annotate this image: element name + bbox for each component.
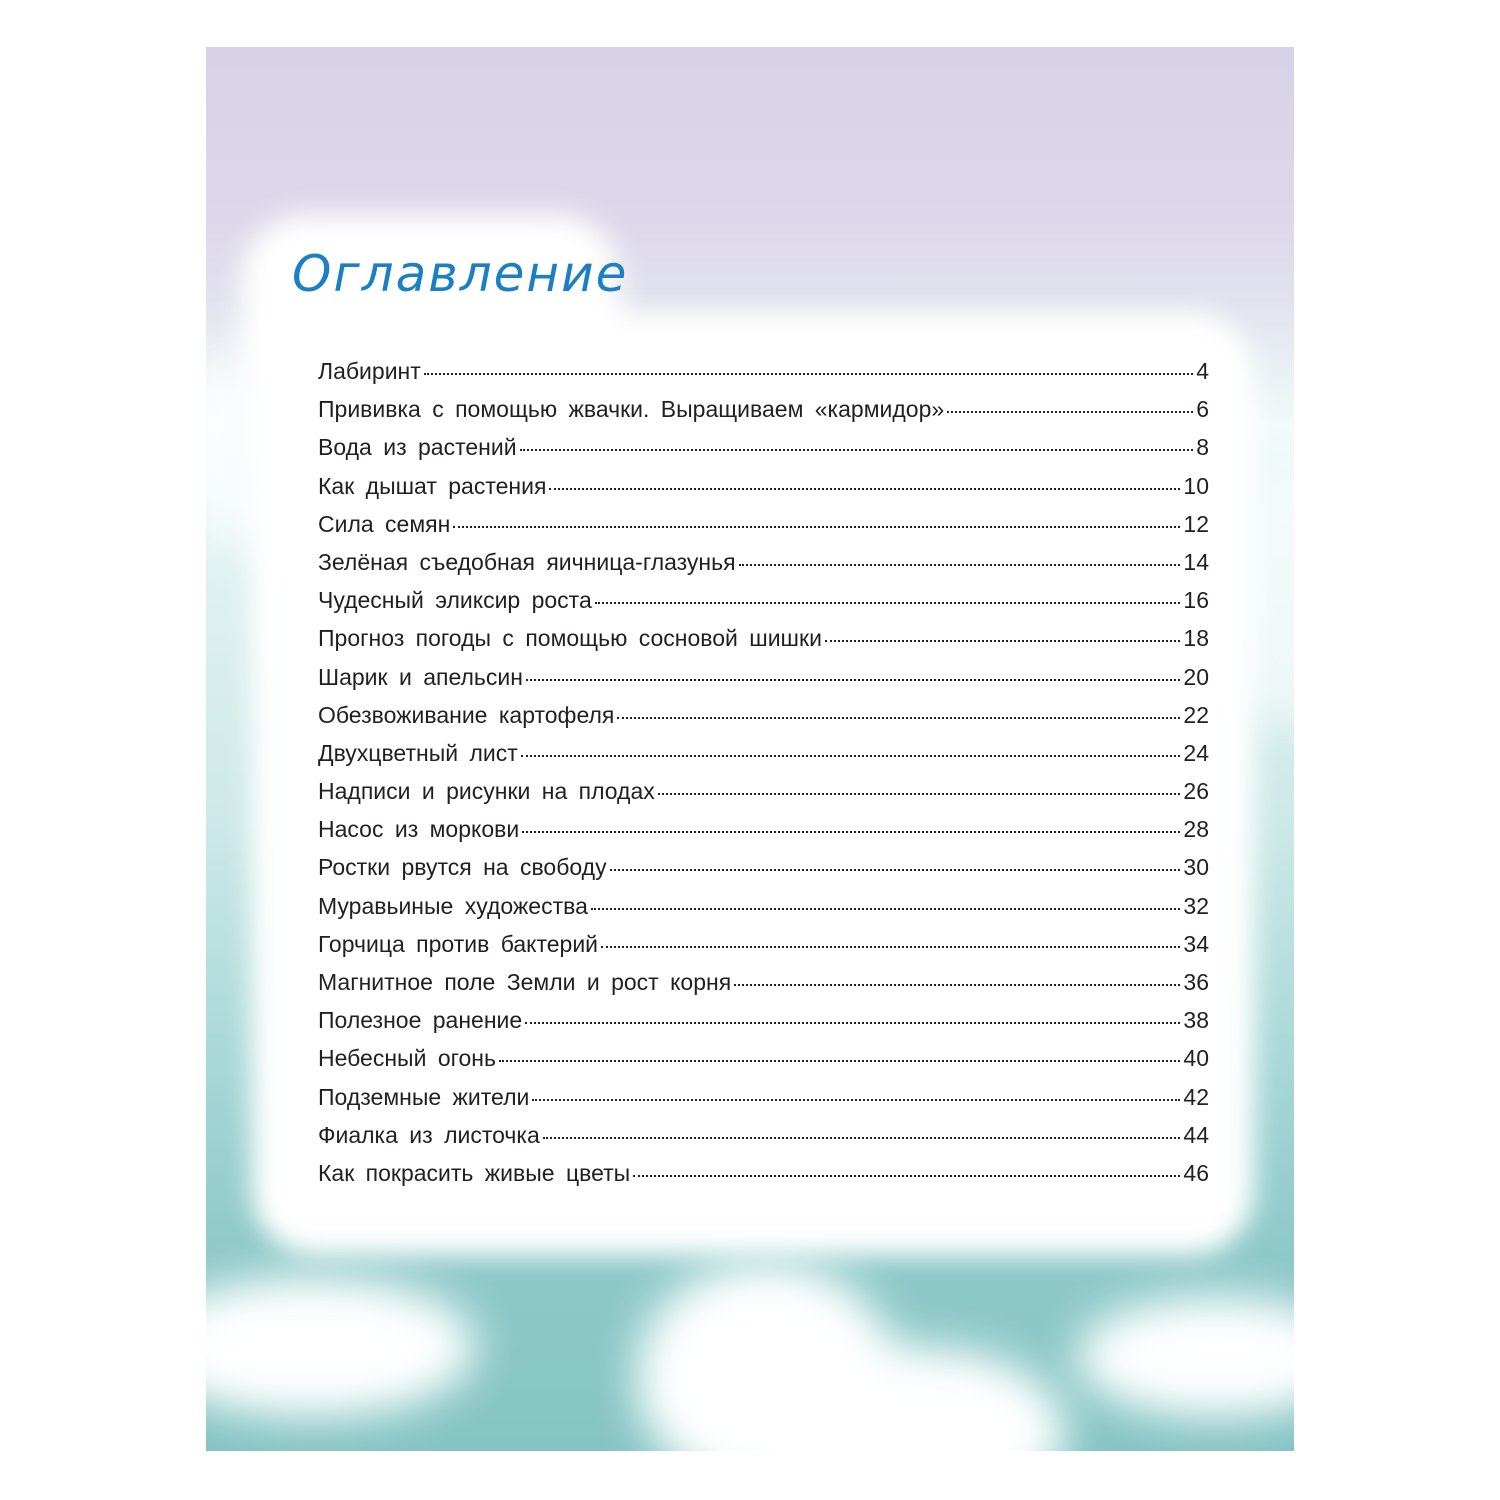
toc-entry-title: Ростки рвутся на свободу: [318, 854, 607, 881]
toc-entry-page-number: 34: [1183, 930, 1209, 957]
toc-entry[interactable]: [318, 396, 1209, 434]
toc-entry[interactable]: [318, 969, 1209, 1007]
toc-entry[interactable]: [318, 511, 1209, 549]
dot-leader: [526, 679, 1180, 681]
toc-entry-title: Как дышат растения: [318, 472, 547, 499]
toc-entry-title: Вода из растений: [318, 434, 517, 461]
toc-entry[interactable]: [318, 816, 1209, 854]
page-title: Оглавление: [292, 245, 629, 303]
toc-entry-page-number: 22: [1183, 701, 1209, 728]
toc-entry[interactable]: [318, 1122, 1209, 1160]
toc-entry-title: Обезвоживание картофеля: [318, 701, 615, 728]
dot-leader: [658, 793, 1181, 795]
dot-leader: [543, 1137, 1181, 1139]
book-page: [206, 47, 1294, 1451]
dot-leader: [739, 564, 1181, 566]
toc-entry[interactable]: [318, 740, 1209, 778]
toc-entry-title: Надписи и рисунки на плодах: [318, 778, 655, 805]
toc-entry-page-number: 24: [1183, 739, 1209, 766]
dot-leader: [499, 1060, 1180, 1062]
toc-entry-page-number: 6: [1196, 396, 1209, 423]
dot-leader: [825, 640, 1180, 642]
toc-entry-page-number: 40: [1183, 1045, 1209, 1072]
toc-entry-title: Как покрасить живые цветы: [318, 1159, 631, 1186]
toc-entry[interactable]: [318, 664, 1209, 702]
toc-entry-page-number: 14: [1183, 548, 1209, 575]
toc-entry-page-number: 32: [1183, 892, 1209, 919]
toc-entry-page-number: 44: [1183, 1121, 1209, 1148]
toc-entry-title: Полезное ранение: [318, 1007, 523, 1034]
toc-entry[interactable]: [318, 587, 1209, 625]
dot-leader: [610, 869, 1181, 871]
toc-entry-page-number: 10: [1183, 472, 1209, 499]
toc-entry-title: Муравьиные художества: [318, 892, 588, 919]
toc-entry-page-number: 16: [1183, 587, 1209, 614]
toc-entry-page-number: 26: [1183, 778, 1209, 805]
dot-leader: [617, 717, 1180, 719]
toc-entry-title: Лабиринт: [318, 358, 421, 384]
toc-entry-page-number: 38: [1183, 1007, 1209, 1034]
background-cloud: [206, 1277, 476, 1417]
toc-entry[interactable]: [318, 434, 1209, 472]
dot-leader: [453, 526, 1180, 528]
toc-entry-page-number: 46: [1183, 1159, 1209, 1186]
toc-entry-title: Чудесный эликсир роста: [318, 587, 592, 614]
toc-entry[interactable]: [318, 473, 1209, 511]
dot-leader: [520, 449, 1194, 451]
toc-entry-page-number: 4: [1196, 358, 1209, 384]
dot-leader: [595, 602, 1181, 604]
dot-leader: [424, 373, 1193, 375]
toc-entry-title: Зелёная съедобная яичница-глазунья: [318, 548, 736, 575]
dot-leader: [591, 908, 1181, 910]
toc-entry[interactable]: [318, 931, 1209, 969]
toc-entry[interactable]: [318, 358, 1209, 396]
toc-entry-title: Сила семян: [318, 510, 451, 537]
toc-entry-page-number: 18: [1183, 625, 1209, 652]
dot-leader: [532, 1099, 1180, 1101]
dot-leader: [601, 946, 1180, 948]
toc-entry-title: Горчица против бактерий: [318, 930, 599, 957]
toc-entry-page-number: 8: [1196, 434, 1209, 461]
toc-entry-title: Подземные жители: [318, 1083, 530, 1110]
toc-entry-title: Шарик и апельсин: [318, 663, 523, 690]
toc-entry-title: Фиалка из листочка: [318, 1121, 540, 1148]
dot-leader: [525, 1022, 1180, 1024]
toc-entry[interactable]: [318, 778, 1209, 816]
toc-entry-title: Насос из моркови: [318, 816, 520, 843]
toc-entry[interactable]: [318, 702, 1209, 740]
toc-entry-page-number: 30: [1183, 854, 1209, 881]
background-cloud: [1076, 1297, 1294, 1417]
dot-leader: [947, 411, 1193, 413]
toc-entry[interactable]: [318, 549, 1209, 587]
toc-entry-page-number: 20: [1183, 663, 1209, 690]
toc-entry[interactable]: [318, 625, 1209, 663]
toc-entry-title: Небесный огонь: [318, 1045, 496, 1072]
toc-entry[interactable]: [318, 1160, 1209, 1198]
dot-leader: [734, 984, 1180, 986]
toc-entry-title: Прогноз погоды с помощью сосновой шишки: [318, 625, 822, 652]
dot-leader: [522, 831, 1180, 833]
toc-entry[interactable]: [318, 1007, 1209, 1045]
table-of-contents: [318, 358, 1209, 1198]
dot-leader: [549, 488, 1180, 490]
toc-entry-page-number: 28: [1183, 816, 1209, 843]
toc-entry-page-number: 42: [1183, 1083, 1209, 1110]
dot-leader: [633, 1175, 1180, 1177]
toc-entry-title: Магнитное поле Земли и рост корня: [318, 969, 732, 995]
toc-entry[interactable]: [318, 1084, 1209, 1122]
toc-entry[interactable]: [318, 854, 1209, 892]
toc-entry-title: Двухцветный лист: [318, 739, 518, 766]
toc-entry[interactable]: [318, 893, 1209, 931]
toc-entry-page-number: 12: [1183, 510, 1209, 537]
toc-entry-title: Прививка с помощью жвачки. Выращиваем «кармидор»: [318, 396, 945, 423]
toc-entry[interactable]: [318, 1045, 1209, 1083]
dot-leader: [521, 755, 1181, 757]
toc-entry-page-number: 36: [1183, 969, 1209, 995]
